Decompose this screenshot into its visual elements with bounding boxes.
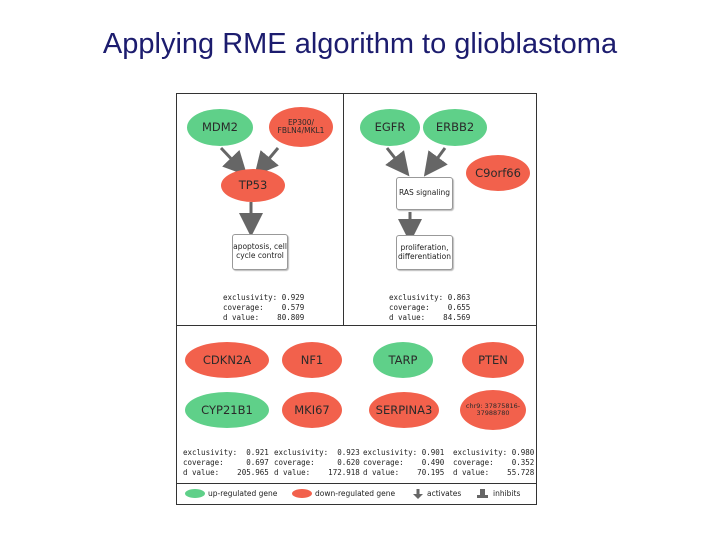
- gene-egfr: EGFR: [360, 109, 420, 146]
- legend-down-swatch: [292, 489, 312, 498]
- gene-ep300-fbln4-mkl1: EP300/ FBLN4/MKL1: [269, 107, 333, 147]
- gene-erbb2: ERBB2: [423, 109, 487, 146]
- legend-down-label: down-regulated gene: [315, 489, 396, 498]
- stats-panel3-left: exclusivity: 0.921 coverage: 0.697 d value: 205.965: [183, 448, 269, 477]
- rme-figure: [176, 93, 537, 505]
- stats-panel1: exclusivity: 0.929 coverage: 0.579 d value: 80.809: [223, 293, 305, 322]
- page-title: Applying RME algorithm to glioblastoma: [102, 28, 618, 60]
- box-proliferation: proliferation, differentiation: [396, 235, 453, 270]
- legend-inhibits-label: inhibits: [493, 489, 521, 498]
- gene-tp53: TP53: [221, 169, 285, 202]
- legend-up-swatch: [185, 489, 205, 498]
- arrow-mdm2-tp53: [221, 148, 239, 167]
- gene-nf1: NF1: [282, 342, 342, 378]
- arrow-erbb2-ras: [431, 148, 445, 167]
- stats-panel2: exclusivity: 0.863 coverage: 0.655 d value: 84.569: [389, 293, 471, 322]
- arrow-ep300-tp53: [262, 148, 278, 167]
- gene-serpina3: SERPINA3: [369, 392, 439, 428]
- legend-up-label: up-regulated gene: [208, 489, 278, 498]
- stats-panel4-right: exclusivity: 0.980 coverage: 0.352 d value: 55.728: [453, 448, 535, 477]
- box-apoptosis: apoptosis, cell cycle control: [232, 234, 288, 270]
- legend-activates-label: activates: [427, 489, 462, 498]
- gene-cyp21b1: CYP21B1: [185, 392, 269, 428]
- gene-pten: PTEN: [462, 342, 524, 378]
- box-ras-signaling: RAS signaling: [396, 177, 453, 210]
- gene-tarp: TARP: [373, 342, 433, 378]
- gene-cdkn2a: CDKN2A: [185, 342, 269, 378]
- gene-mki67: MKI67: [282, 392, 342, 428]
- gene-chr9-region: chr9: 37875816- 37988780: [460, 390, 526, 430]
- stats-panel3-right: exclusivity: 0.923 coverage: 0.620 d value: 172.918: [274, 448, 360, 477]
- gene-mdm2: MDM2: [187, 109, 253, 146]
- stats-panel4-left: exclusivity: 0.901 coverage: 0.490 d value: 70.195: [363, 448, 445, 477]
- gene-c9orf66: C9orf66: [466, 155, 530, 191]
- arrow-egfr-ras: [387, 148, 402, 167]
